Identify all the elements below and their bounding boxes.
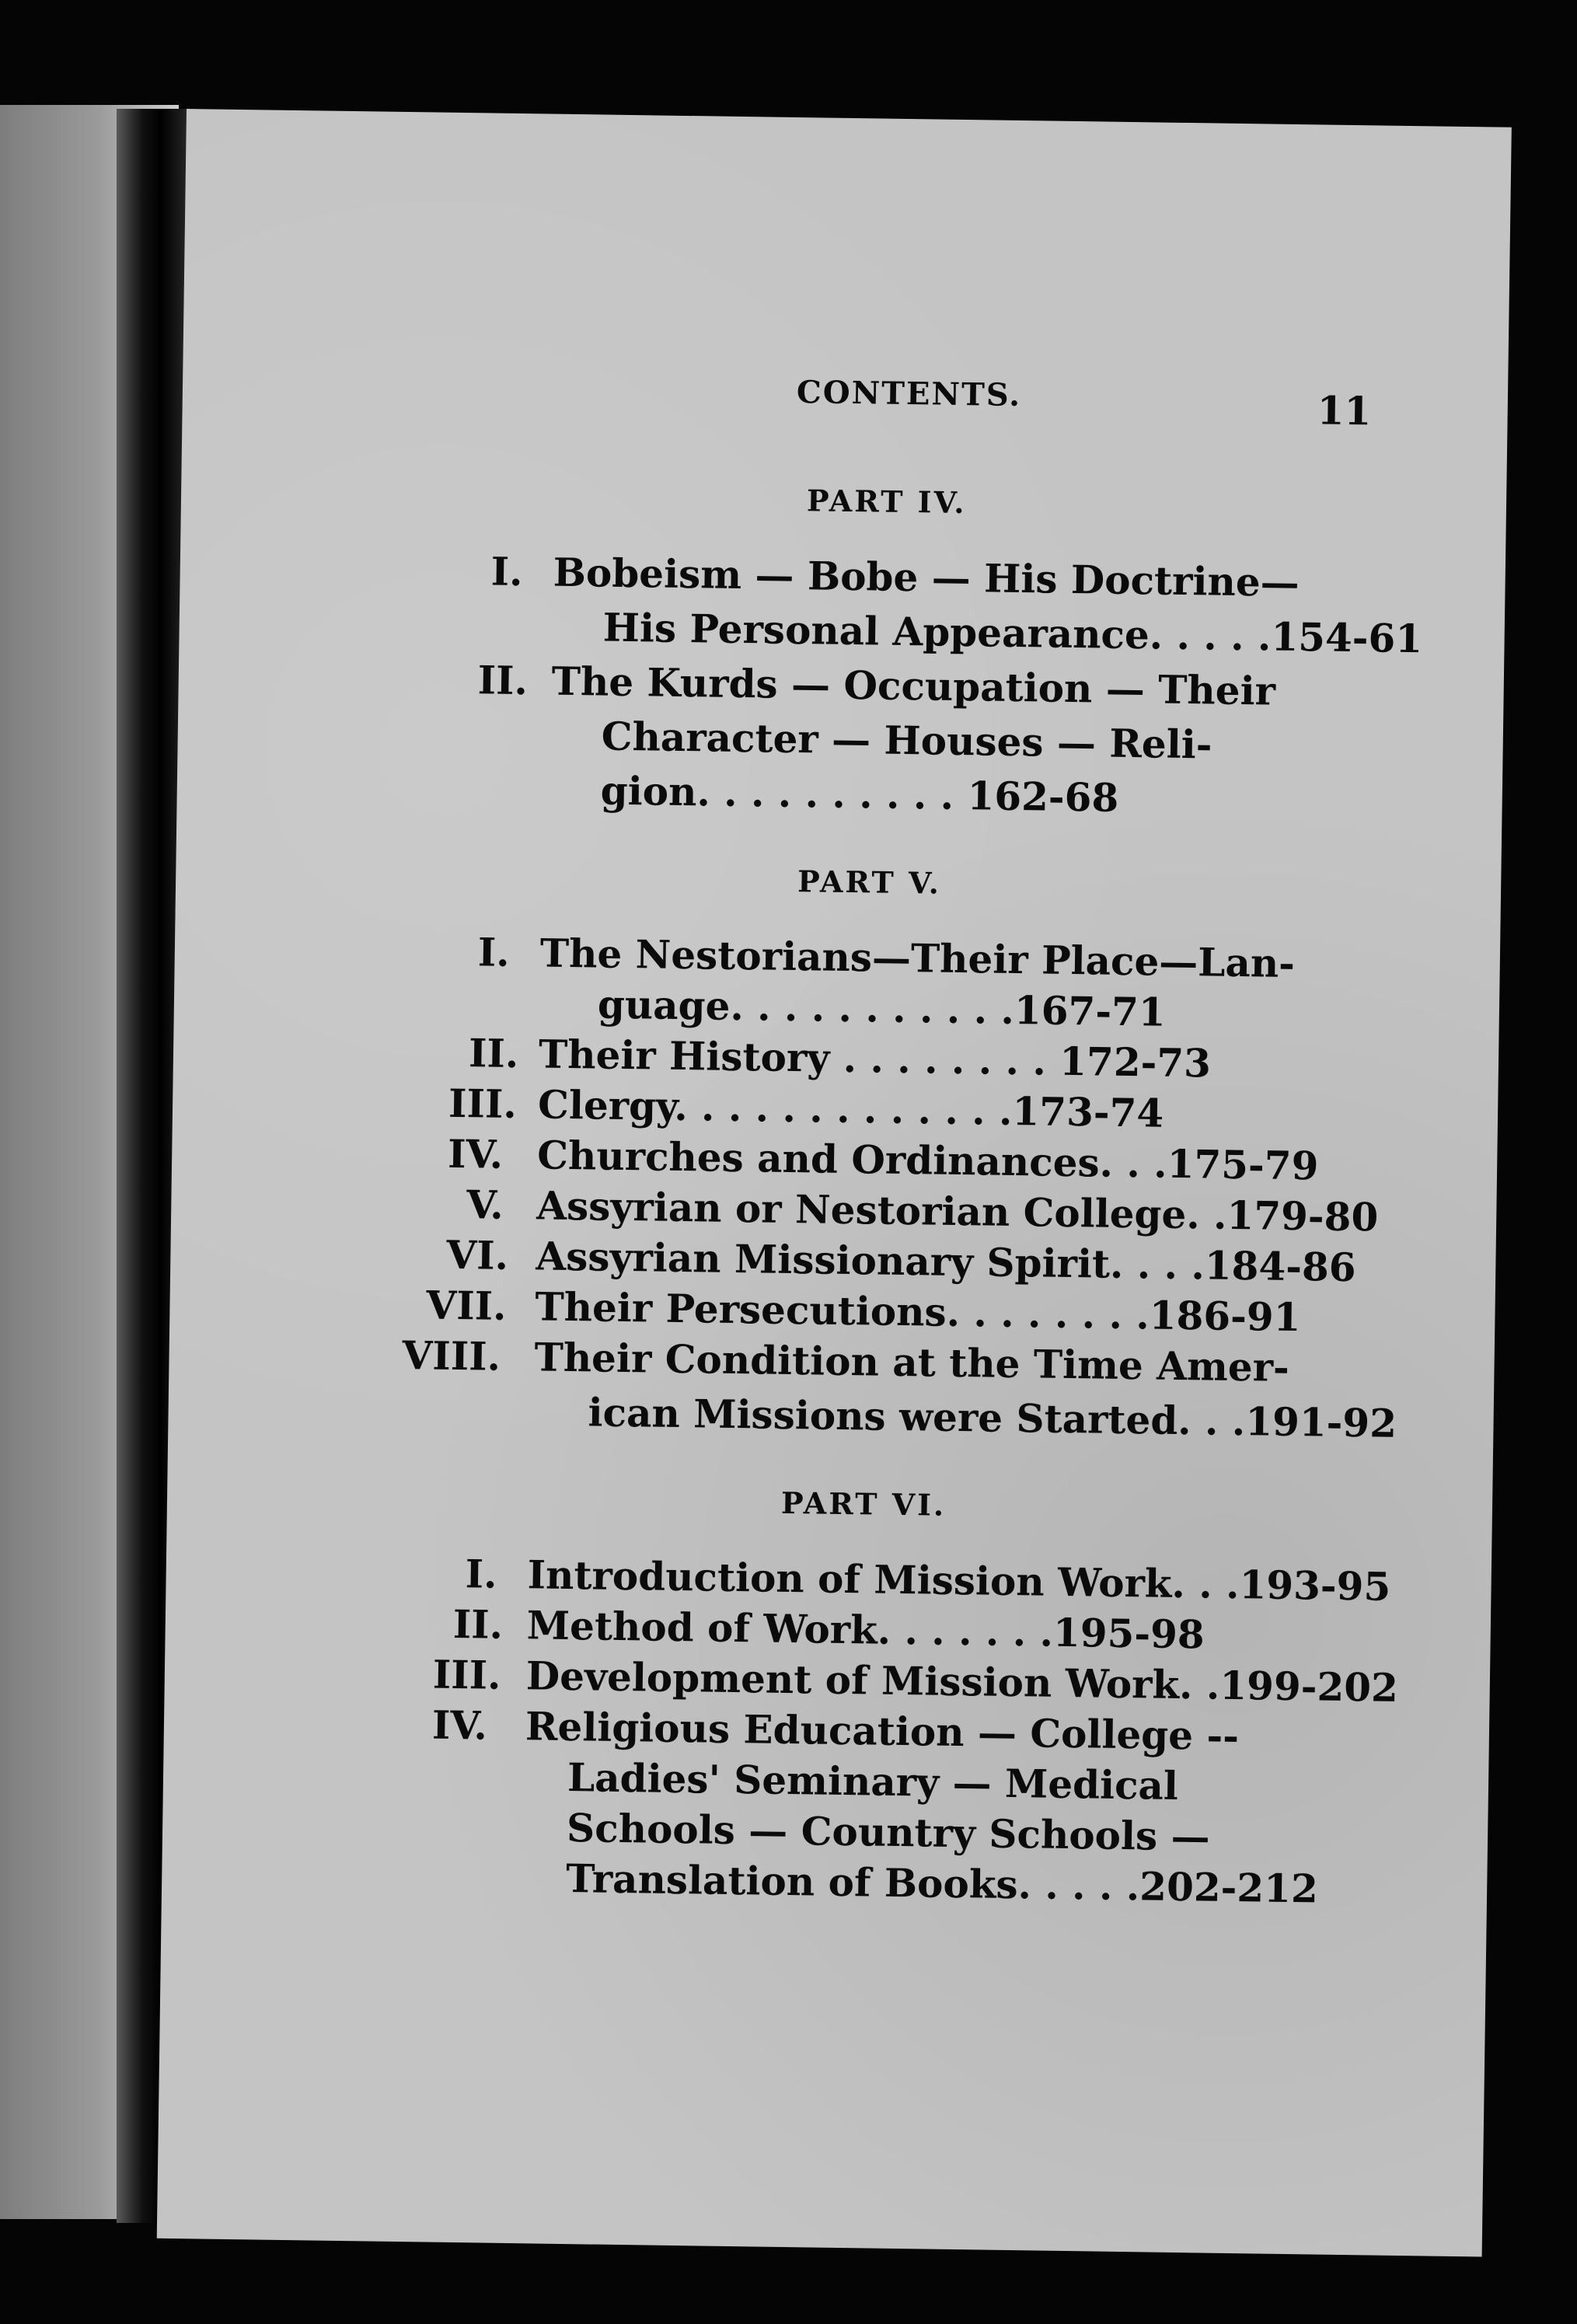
toc-entry-numeral: I.	[477, 929, 511, 975]
toc-entry-line: Their Condition at the Time Amer-	[534, 1334, 1290, 1391]
toc-entry-line: Development of Mission Work. .199-202	[525, 1652, 1399, 1711]
toc-entry-line: Religious Education — College --	[525, 1703, 1240, 1760]
toc-entry-line: Bobeism — Bobe — His Doctrine—	[553, 549, 1300, 606]
toc-entry-line: Character — Houses — Reli-	[601, 713, 1212, 768]
toc-entry-line: His Personal Appearance. . . . .154-61	[602, 604, 1423, 662]
toc-entry-line: Churches and Ordinances. . .175-79	[536, 1132, 1319, 1189]
toc-entry-line: guage. . . . . . . . . . .167-71	[597, 981, 1167, 1035]
toc-entry-line: Method of Work. . . . . . .195-98	[526, 1602, 1205, 1658]
toc-entry-numeral: I.	[490, 548, 523, 595]
part-heading: PART V.	[797, 864, 942, 901]
toc-entry-numeral: II.	[477, 657, 529, 704]
toc-entry-line: Introduction of Mission Work. . .193-95	[527, 1551, 1391, 1610]
toc-entry-line: ican Missions were Started. . .191-92	[588, 1389, 1397, 1446]
toc-entry-numeral: II.	[468, 1030, 519, 1077]
toc-entry-numeral: II.	[452, 1600, 504, 1648]
toc-entry-numeral: IV.	[447, 1130, 504, 1178]
toc-entry-line: Translation of Books. . . . .202-212	[565, 1855, 1319, 1912]
toc-entry-line: The Nestorians—Their Place—Lan-	[539, 930, 1296, 987]
toc-entry-numeral: VII.	[426, 1282, 507, 1329]
toc-entry-numeral: VI.	[446, 1231, 509, 1279]
toc-entry-line: gion. . . . . . . . . . 162-68	[600, 767, 1119, 821]
toc-entry-numeral: VIII.	[402, 1332, 501, 1380]
toc-entry-line: Clergy. . . . . . . . . . . . .173-74	[537, 1081, 1164, 1136]
toc-entry-numeral: I.	[465, 1551, 497, 1597]
toc-entry-line: The Kurds — Occupation — Their	[551, 658, 1276, 714]
toc-entry-numeral: V.	[466, 1181, 504, 1228]
toc-entry-line: Ladies' Seminary — Medical	[567, 1754, 1179, 1809]
toc-entry-line: Assyrian or Nestorian College. .179-80	[536, 1182, 1379, 1241]
part-heading: PART VI.	[780, 1485, 947, 1523]
toc-entry-line: Schools — Country Schools —	[566, 1805, 1210, 1860]
toc-entry-numeral: IV.	[431, 1701, 488, 1749]
contents-page	[157, 109, 1512, 2257]
page-number: 11	[1317, 387, 1372, 434]
toc-entry-numeral: III.	[448, 1080, 518, 1128]
toc-entry-line: Their History . . . . . . . . 172-73	[538, 1031, 1212, 1087]
toc-entry-line: Their Persecutions. . . . . . . .186-91	[535, 1283, 1301, 1341]
toc-entry-numeral: III.	[432, 1651, 501, 1698]
part-heading: PART IV.	[806, 483, 967, 521]
toc-entry-line: Assyrian Missionary Spirit. . . .184-86	[536, 1233, 1356, 1291]
running-title: CONTENTS.	[796, 373, 1022, 414]
